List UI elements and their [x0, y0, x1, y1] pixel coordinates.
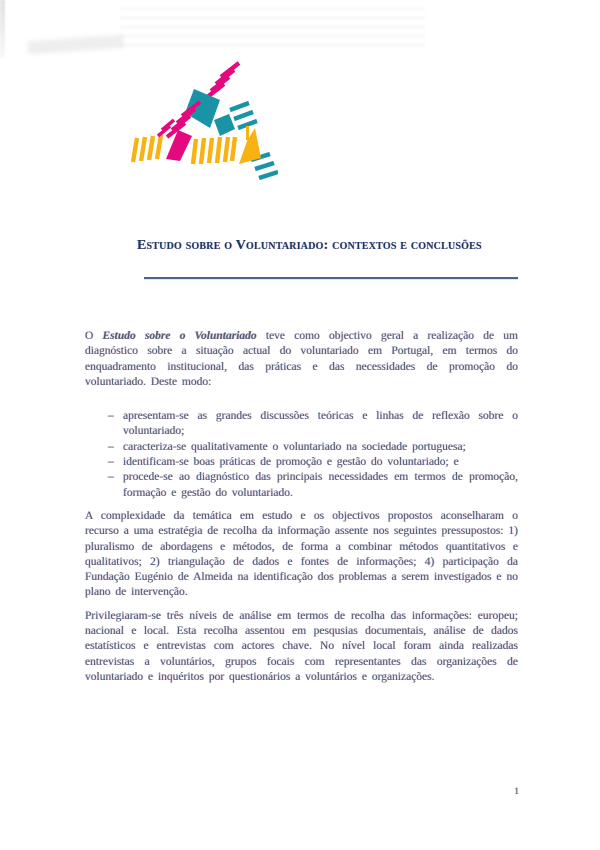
scan-smudge-artifact: [28, 35, 124, 55]
paragraph-analysis-levels: Privilegiaram-se três níveis de análise em termos de recolha das informações: europeu; nacional e local. Esta recolha assentou em pesqusias documentais, análise de dados estatísticos e entrevistas com actores chave. No nível local foram ainda realizadas entrevistas a voluntários, grupos focais com representantes das organizações de voluntariado e inquéritos por questionários a voluntários e organizações.: [85, 609, 518, 683]
bullet-dash: –: [108, 410, 114, 423]
bullet-list: [85, 409, 518, 501]
bullet-item: [85, 440, 518, 455]
bullet-dash: –: [108, 456, 114, 469]
study-name-emphasis: Estudo sobre o Voluntariado: [102, 330, 257, 342]
title-rule: [144, 277, 518, 279]
bullet-item: [85, 470, 518, 501]
logo-pink-top-hatches: [206, 63, 239, 98]
bullet-item: [85, 409, 518, 440]
intro-prefix: O: [85, 330, 103, 342]
bullet-text: apresentam-se as grandes discussões teóricas e linhas de reflexão sobre o voluntariado;: [123, 410, 518, 438]
paragraph-intro: [85, 329, 518, 390]
page-title: Estudo sobre o Voluntariado: contextos e conclusões: [137, 238, 482, 253]
bullet-text: procede-se ao diagnóstico das principais necessidades em termos de promoção, formação e gestão do voluntariado.: [123, 471, 518, 499]
page-number: 1: [514, 787, 519, 797]
bullet-dash: –: [108, 471, 114, 484]
scan-bleedthrough-artifact: [120, 4, 425, 46]
foundation-logo-icon: [122, 58, 278, 188]
document-body: [85, 329, 518, 685]
bullet-dash: –: [108, 440, 114, 453]
logo-yellow-wedge: [239, 126, 261, 164]
scan-edge-artifact: [0, 0, 5, 58]
intro-rest: teve como objectivo geral a realização de um diagnóstico sobre a situação actual do voluntariado em Portugal, em termos do enquadramento institucional, das práticas e das necessidades de promoção do voluntariado. Deste modo:: [85, 330, 519, 388]
paragraph-methodology: A complexidade da temática em estudo e os objectivos propostos aconselharam o recurso a uma estratégia de recolha da informação assente nos seguintes pressupostos: 1) pluralismo de abordagens e métodos, de forma a combinar métodos quantitativos e qualitativos; 2) triangulação de dados e fontes de informações; 4) participação da Fundação Eugénio de Almeida na identificação dos problemas a serem investigados e no plano de intervenção.: [85, 509, 518, 599]
bullet-text: caracteriza-se qualitativamente o voluntariado na sociedade portuguesa;: [123, 440, 466, 453]
bullet-item: [85, 455, 518, 470]
bullet-text: identificam-se boas práticas de promoção e gestão do voluntariado; e: [123, 456, 459, 469]
